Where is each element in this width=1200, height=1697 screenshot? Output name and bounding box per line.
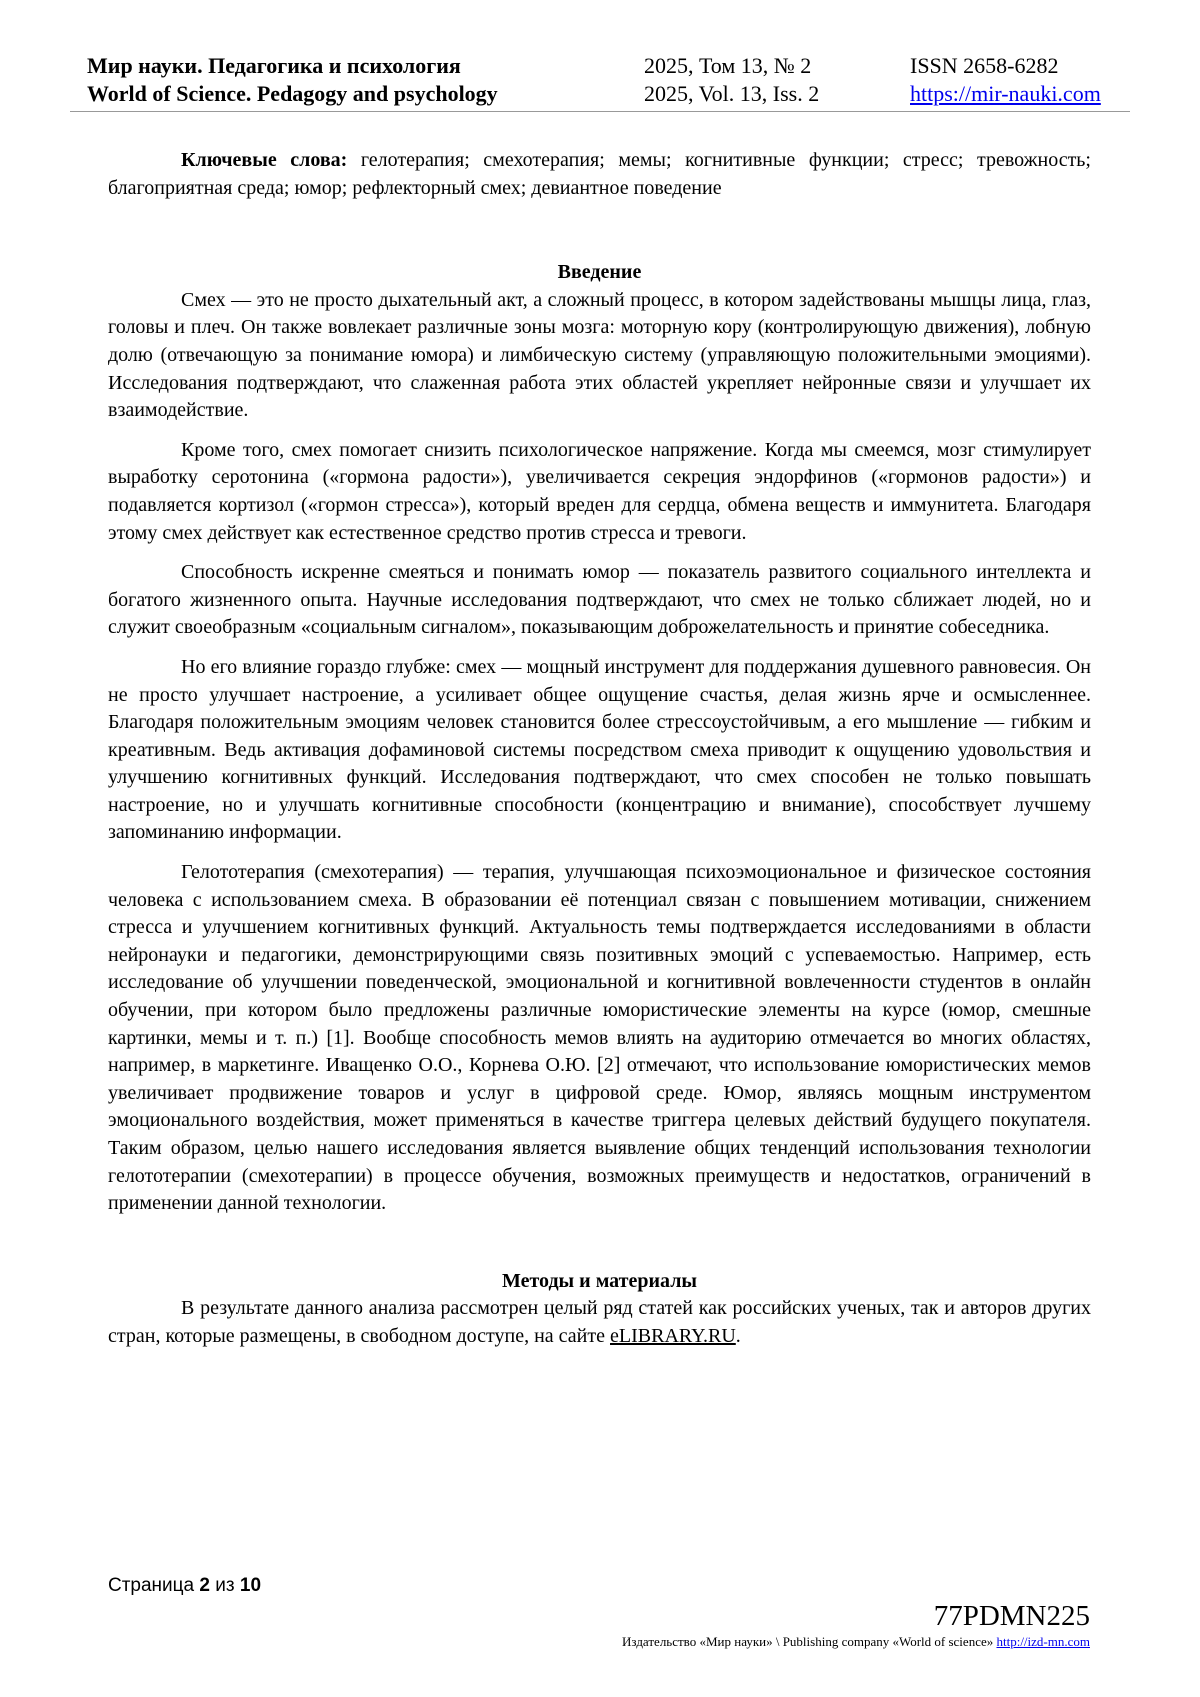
current-page: 2 <box>199 1575 210 1596</box>
keywords <box>108 147 1091 202</box>
paragraph: Кроме того, смех помогает снизить психологическое напряжение. Когда мы смеемся, мозг стимулирует выработку серотонина («гормона радости»), увеличивается секреция эндорфинов («гормонов радости») и подавляется кортизол («гормон стресса»), который вреден для сердца, обмена веществ и иммунитета. Благодаря этому смех действует как естественное средство против стресса и тревоги. <box>108 438 1091 544</box>
page-label: Страница <box>108 1575 200 1596</box>
publisher-line <box>622 1634 1090 1650</box>
keywords-text: гелотерапия; смехотерапия; мемы; когнитивные функции; стресс; тревожность; благоприятная среда; юмор; рефлекторный смех; девиантное поведение <box>108 149 1091 199</box>
issn: ISSN 2658-6282 <box>910 53 1059 78</box>
issue-ru: 2025, Том 13, № 2 <box>644 53 812 78</box>
methods-text: В результате данного анализа рассмотрен целый ряд статей как российских ученых, так и авторов других стран, которые размещены, в свободном доступе, на сайте <box>108 1297 1091 1347</box>
paragraph: Гелототерапия (смехотерапия) — терапия, улучшающая психоэмоциональное и физическое состояния человека с использованием смеха. В образовании её потенциал связан с повышением мотивации, снижением стресса и улучшением когнитивных функций. Актуальность темы подтверждается исследованиями в области нейронауки и педагогики, демонстрирующими связь позитивных эмоций с успеваемостью. Например, есть исследование об улучшении поведенческой, эмоциональной и когнитивной вовлеченности студентов в онлайн обучении, при котором было предложены различные юмористические элементы на курсе (юмор, смешные картинки, мемы и т. п.) [1]. Вообще способность мемов влиять на аудиторию отмечается во многих областях, например, в маркетинге. Иващенко О.О., Корнева О.Ю. [2] отмечают, что использование юмористических мемов увеличивает продвижение товаров и услуг в цифровой среде. Юмор, являясь мощным инструментом эмоционального воздействия, может применяться в качестве триггера целевых действий будущего покупателя. Таким образом, целью нашего исследования является выявление общих тенденций использования технологии гелототерапии (смехотерапии) в процессе обучения, возможных преимуществ и недостатков, ограничений в применении данной технологии. <box>108 861 1091 1215</box>
journal-title-ru: Мир науки. Педагогика и психология <box>87 53 461 78</box>
page-of: из <box>209 1575 240 1596</box>
methods-end: . <box>735 1324 741 1347</box>
paragraph: Но его влияние гораздо глубже: смех — мощный инструмент для поддержания душевного равновесия. Он не просто улучшает настроение, а усиливает общее ощущение счастья, делая жизнь ярче и осмысленнее. Благодаря положительным эмоциям человек становится более стрессоустойчивым, а его мышление — гибким и креативным. Ведь активация дофаминовой системы посредством смеха приводит к ощущению удовольствия и улучшению когнитивных функций. Исследования подтверждают, что смех способен не только повышать настроение, но и улучшать когнитивные способности (концентрацию и внимание), способствует лучшему запоминанию информации. <box>108 655 1091 844</box>
section-heading-intro: Введение <box>557 261 642 284</box>
page-number <box>108 1575 261 1597</box>
publisher-text: Издательство «Мир науки» \ Publishing company «World of science» <box>622 1634 997 1649</box>
running-header <box>87 52 1117 108</box>
paragraph: Смех — это не просто дыхательный акт, а сложный процесс, в котором задействованы мышцы лица, глаз, головы и плеч. Он также вовлекает различные зоны мозга: моторную кору (контролирующую движения), лобную долю (отвечающую за понимание юмора) и лимбическую систему (управляющую положительными эмоциями). Исследования подтверждают, что слаженная работа этих областей укрепляет нейронные связи и улучшает их взаимодействие. <box>108 288 1091 422</box>
article-body <box>108 147 1091 1363</box>
paragraph: Способность искренне смеяться и понимать юмор — показатель развитого социального интеллекта и богатого жизненного опыта. Научные исследования подтверждают, что смех не только сближает людей, но и служит своеобразным «социальным сигналом», показывающим доброжелательность и принятие собеседника. <box>108 561 1091 639</box>
total-pages: 10 <box>239 1575 262 1596</box>
elibrary-link[interactable]: eLIBRARY.RU <box>610 1324 736 1347</box>
paragraph <box>108 1295 1091 1350</box>
article-code: 77PDMN225 <box>933 1600 1090 1632</box>
journal-url-link[interactable]: https://mir-nauki.com <box>910 81 1101 106</box>
publisher-link[interactable]: http://izd-mn.com <box>996 1634 1090 1649</box>
section-heading-methods: Методы и материалы <box>501 1269 698 1292</box>
journal-title-en: World of Science. Pedagogy and psychology <box>87 81 498 106</box>
header-divider <box>70 111 1130 112</box>
issue-en: 2025, Vol. 13, Iss. 2 <box>644 81 820 106</box>
keywords-label: Ключевые слова: <box>181 149 348 171</box>
